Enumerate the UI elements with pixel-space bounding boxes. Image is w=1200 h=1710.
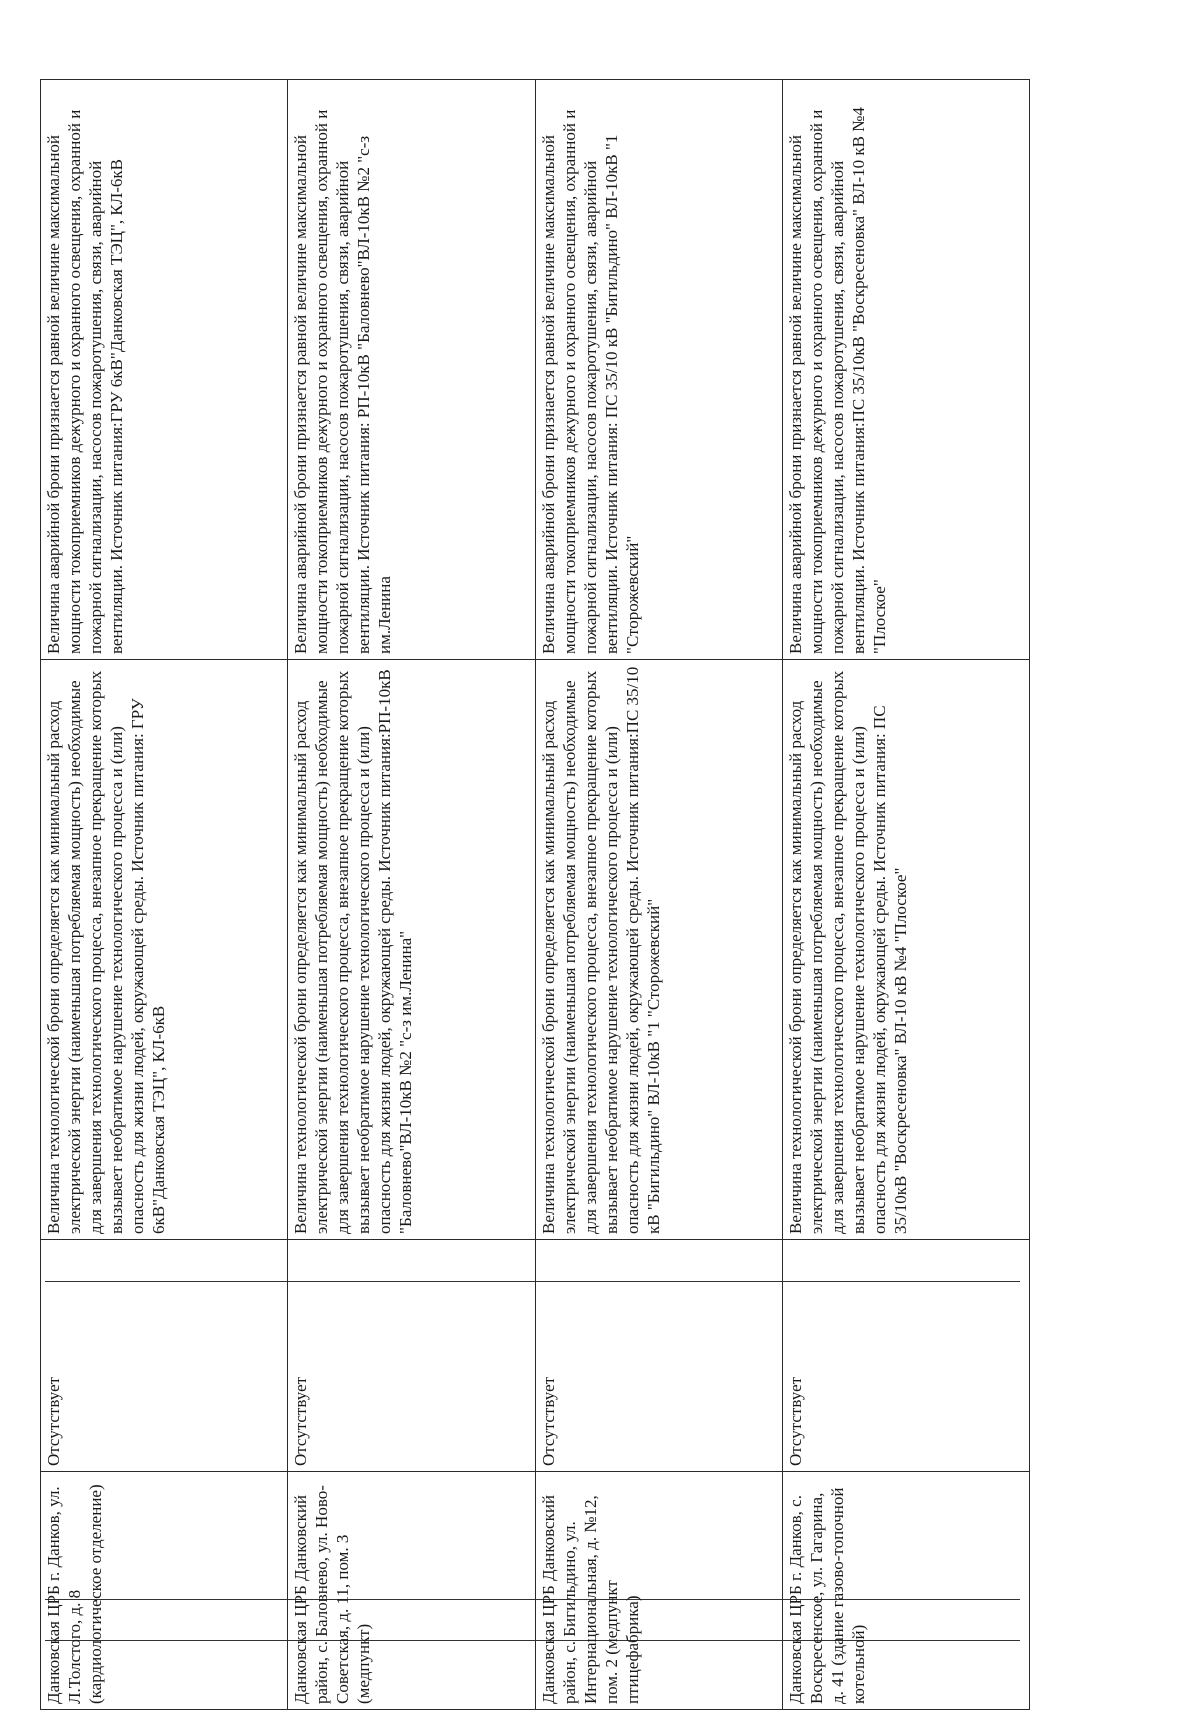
status-cell: Отсутствует [288,1240,535,1472]
table-row [782,80,1029,1710]
object-cell: Данковская ЦРБ г. Данков, ул. Л.Толстого, д. 8 (кардиологическое отделение) [41,1472,288,1710]
tech-reserve-cell: Величина технологической брони определяется как минимальный расход электрической энергии (наименьшая потребляемая мощность) необходимые для завершения технологического процесса, внезапное прекращение которых вызывает необратимое нарушение технологического процесса и (или) опасность для жизни людей, окружающей среды. Источник питания: ГРУ 6кВ"Данковская ТЭЦ", КЛ-6кВ [41,660,288,1240]
table-row [288,80,535,1710]
rotated-table-wrapper [40,80,1030,1710]
table-row [535,80,782,1710]
object-cell: Данковская ЦРБ Данковский район, с. Баловнево, ул. Ново-Советская, д. 11, пом. 3 (медпункт) [288,1472,535,1710]
object-cell: Данковская ЦРБ г. Данков, с. Воскресенское, ул. Гагарина, д. 41 (здание газово-топочной котельной) [782,1472,1029,1710]
status-cell: Отсутствует [782,1240,1029,1472]
object-cell: Данковская ЦРБ Данковский район, с. Бигильдино, ул. Интернациональная, д. №12, пом. 2 (медпункт птицефабрика) [535,1472,782,1710]
tech-reserve-cell: Величина технологической брони определяется как минимальный расход электрической энергии (наименьшая потребляемая мощность) необходимые для завершения технологического процесса, внезапное прекращение которых вызывает необратимое нарушение технологического процесса и (или) опасность для жизни людей, окружающей среды. Источник питания: ПС 35/10кВ "Воскресеновка" ВЛ-10 кВ №4 "Плоское" [782,660,1029,1240]
emergency-reserve-cell: Величина аварийной брони признается равной величине максимальной мощности токоприемников дежурного и охранного освещения, охранной и пожарной сигнализации, насосов пожаротушения, связи, аварийной вентиляции. Источник питания:ПС 35/10кВ "Воскресеновка" ВЛ-10 кВ №4 "Плоское" [782,80,1029,660]
table-row [41,80,288,1710]
emergency-reserve-cell: Величина аварийной брони признается равной величине максимальной мощности токоприемников дежурного и охранного освещения, охранной и пожарной сигнализации, насосов пожаротушения, связи, аварийной вентиляции. Источник питания: ПС 35/10 кВ "Бигильдино" ВЛ-10кВ "1 "Сторожевский" [535,80,782,660]
reserve-table [40,79,1030,1710]
tech-reserve-cell: Величина технологической брони определяется как минимальный расход электрической энергии (наименьшая потребляемая мощность) необходимые для завершения технологического процесса, внезапное прекращение которых вызывает необратимое нарушение технологического процесса и (или) опасность для жизни людей, окружающей среды. Источник питания:ПС 35/10 кВ "Бигильдино" ВЛ-10кВ "1 "Сторожевский" [535,660,782,1240]
emergency-reserve-cell: Величина аварийной брони признается равной величине максимальной мощности токоприемников дежурного и охранного освещения, охранной и пожарной сигнализации, насосов пожаротушения, связи, аварийной вентиляции. Источник питания: РП-10кВ "Баловнево"ВЛ-10кВ №2 "с-з им.Ленина [288,80,535,660]
status-cell: Отсутствует [41,1240,288,1472]
tech-reserve-cell: Величина технологической брони определяется как минимальный расход электрической энергии (наименьшая потребляемая мощность) необходимые для завершения технологического процесса, внезапное прекращение которых вызывает необратимое нарушение технологического процесса и (или) опасность для жизни людей, окружающей среды. Источник питания:РП-10кВ "Баловнево"ВЛ-10кВ №2 "с-з им.Ленина" [288,660,535,1240]
status-cell: Отсутствует [535,1240,782,1472]
emergency-reserve-cell: Величина аварийной брони признается равной величине максимальной мощности токоприемников дежурного и охранного освещения, охранной и пожарной сигнализации, насосов пожаротушения, связи, аварийной вентиляции. Источник питания:ГРУ 6кВ"Данковская ТЭЦ", КЛ-6кВ [41,80,288,660]
